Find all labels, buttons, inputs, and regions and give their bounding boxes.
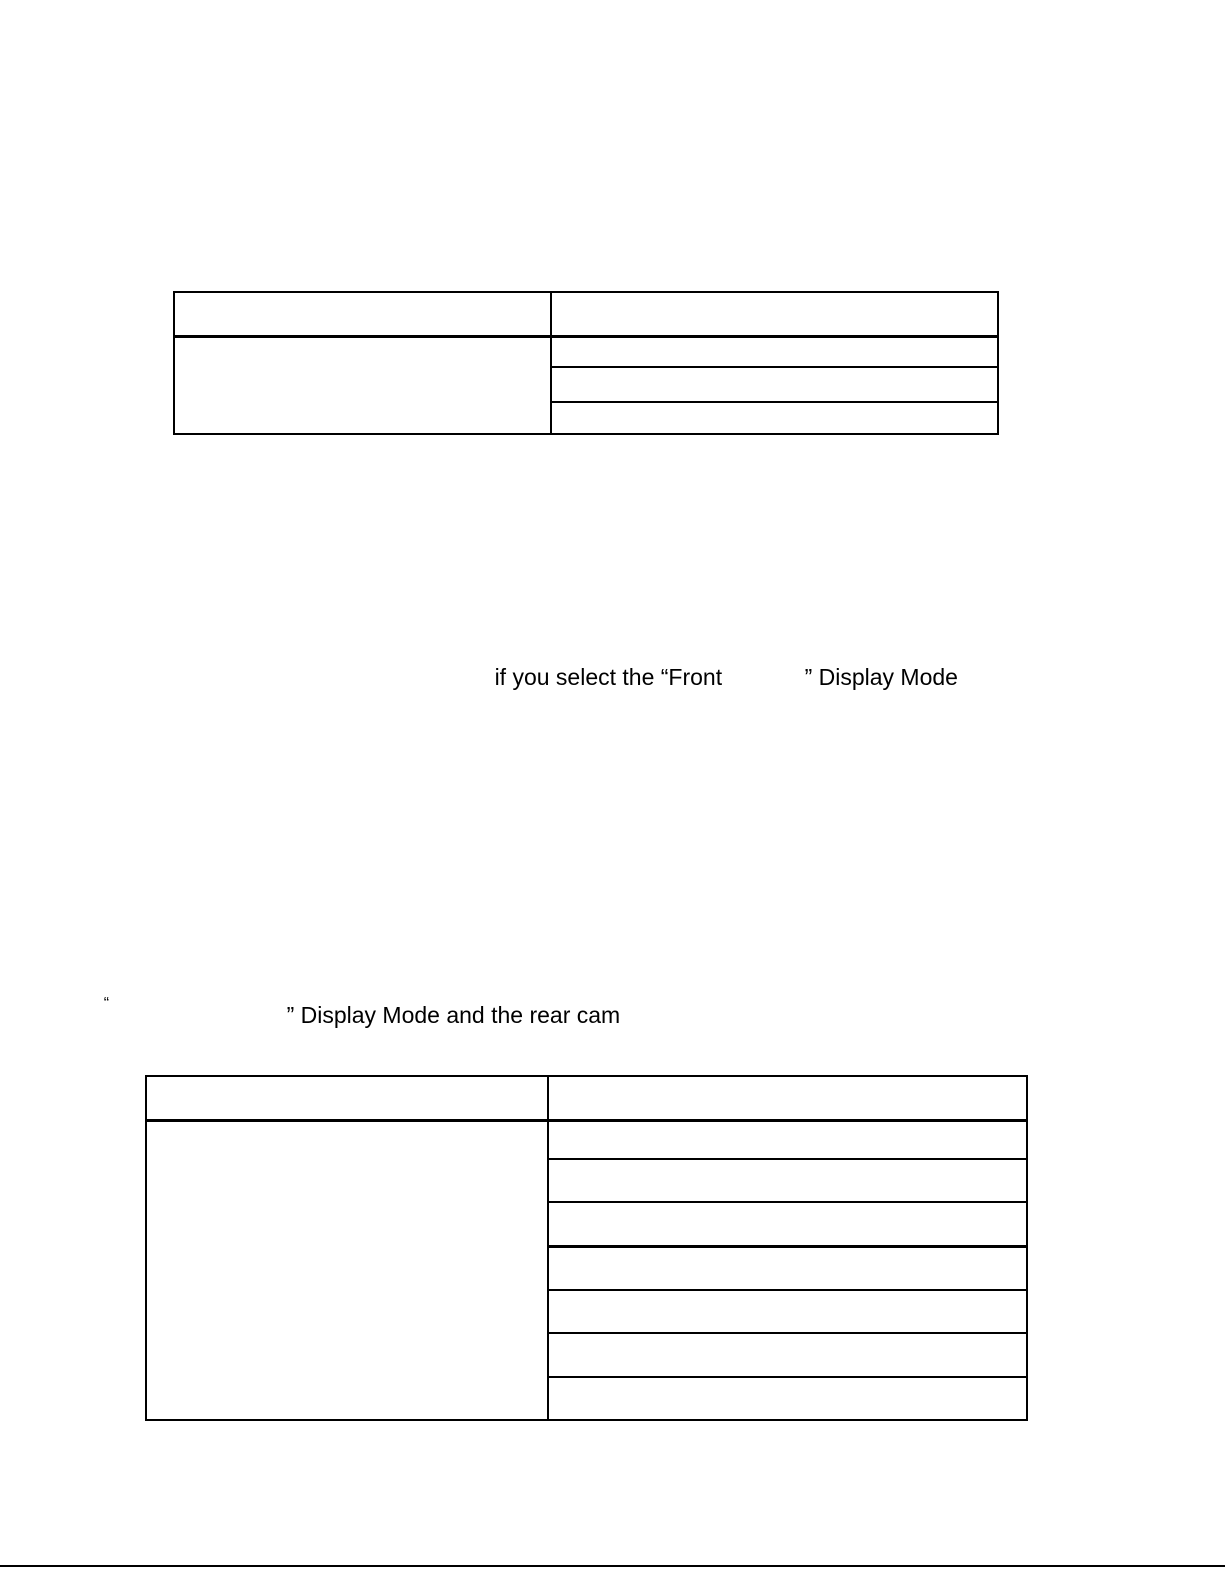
- table-1-cell: [559, 372, 989, 398]
- table-2-header-cell: [153, 1085, 538, 1115]
- table-2-header-cell: [557, 1085, 1017, 1115]
- table-2-cell: [557, 1383, 1017, 1413]
- table-2-merged-cell: [153, 1127, 538, 1412]
- text-fragment: ” Display Mode and the rear cam: [286, 1002, 621, 1028]
- table-1-header-cell: [559, 301, 989, 331]
- table-2-row-divider: [549, 1289, 1026, 1291]
- table-2-cell: [557, 1165, 1017, 1195]
- table-1-cell: [559, 406, 989, 430]
- table-2: [145, 1075, 1028, 1421]
- table-1-column-divider: [550, 293, 552, 433]
- table-2-row-divider: [549, 1332, 1026, 1334]
- table-2-row-divider: [549, 1376, 1026, 1378]
- table-2-cell: [557, 1296, 1017, 1326]
- text-fragment: ” Display Mode: [804, 664, 958, 690]
- body-text-line: [469, 638, 722, 716]
- body-text-line: [779, 638, 958, 716]
- table-1-row-divider: [552, 366, 997, 368]
- body-text-line: [86, 977, 109, 1031]
- text-fragment: if you select the “Front: [494, 664, 723, 690]
- table-2-column-divider: [547, 1077, 549, 1419]
- table-2-row-divider: [549, 1245, 1026, 1248]
- table-2-header-divider: [147, 1119, 1026, 1122]
- table-2-row-divider: [549, 1158, 1026, 1160]
- table-2-row-divider: [549, 1201, 1026, 1203]
- table-1: [173, 291, 999, 435]
- table-1-merged-cell: [181, 343, 541, 427]
- page-bottom-rule: [0, 1565, 1225, 1567]
- table-2-cell: [557, 1127, 1017, 1155]
- table-1-row-divider: [552, 401, 997, 403]
- table-2-cell: [557, 1208, 1017, 1238]
- text-fragment: “: [103, 995, 110, 1012]
- table-1-header-cell: [181, 301, 541, 331]
- table-2-cell: [557, 1339, 1017, 1369]
- table-2-cell: [557, 1253, 1017, 1283]
- table-1-cell: [559, 341, 989, 365]
- body-text-line: [261, 976, 620, 1054]
- table-1-header-divider: [175, 335, 997, 338]
